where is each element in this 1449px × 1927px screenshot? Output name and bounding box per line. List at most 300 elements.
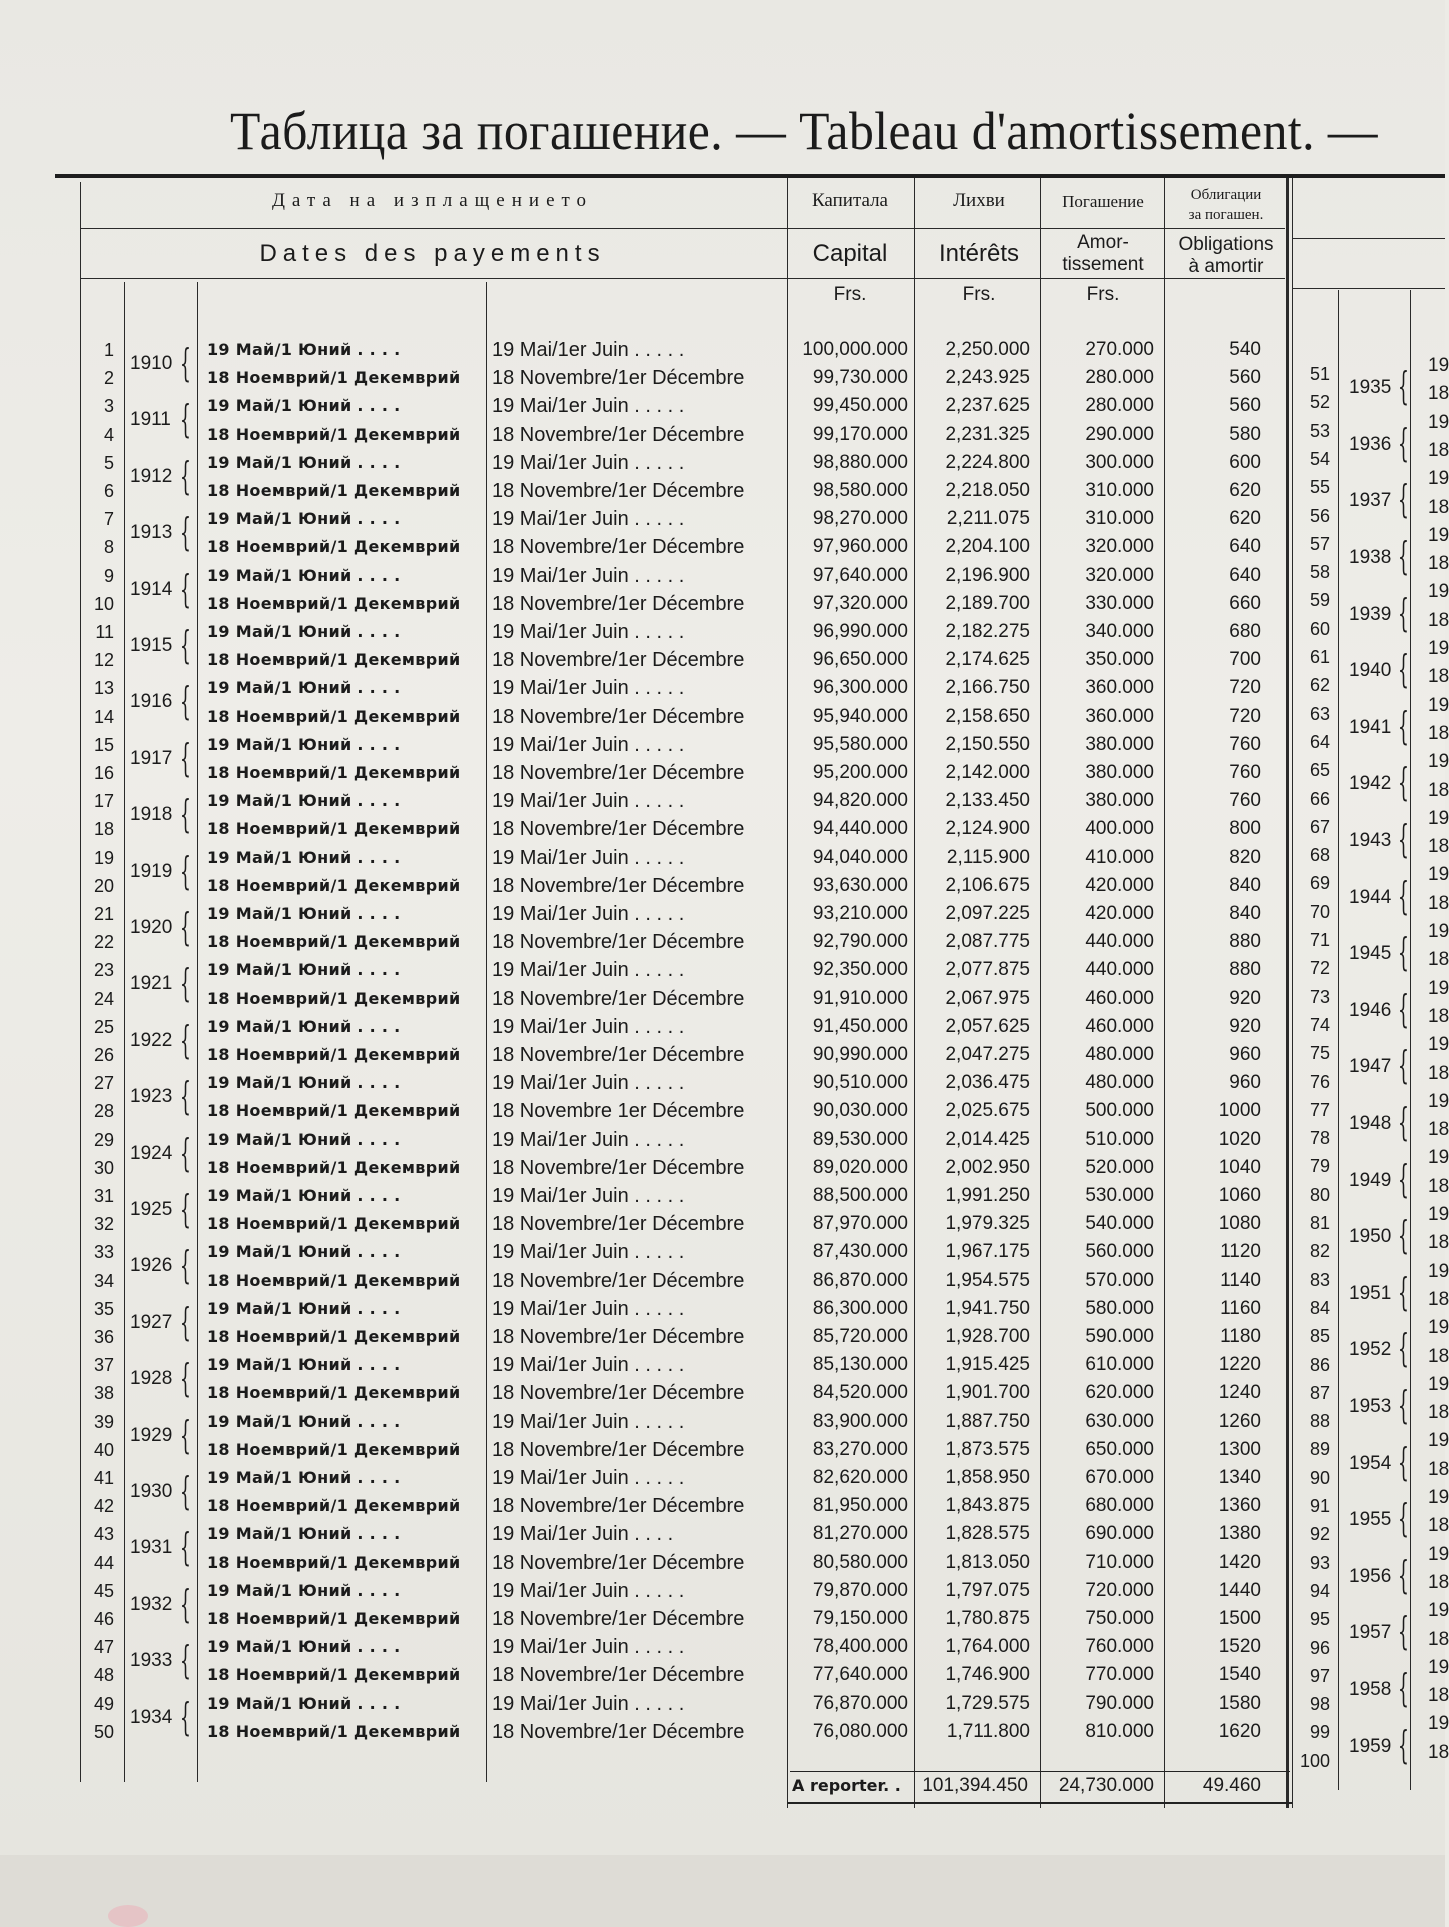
row-number: 8 [103,537,114,558]
year-brace: { [180,1187,191,1231]
date-fr: 19 Mai/1er Juin . . . . . [492,903,685,925]
row-number: 17 [93,791,114,812]
date-fr: 19 Mai/1er Juin . . . . . [492,733,685,756]
amort-value: 380.000 [1085,762,1154,783]
continuation-row-number: 89 [1309,1439,1330,1460]
date-bg: 18 Ноемврий/1 Декемврий [207,875,461,895]
row-number: 7 [103,509,114,530]
continuation-year-label: 1940 [1349,660,1392,682]
continuation-date-stub: 18 [1428,383,1449,405]
continuation-row-number: 90 [1309,1467,1330,1488]
interest-value: 2,204.100 [945,536,1030,558]
totals-bottom-rule [787,1802,1292,1804]
right-header-divider [1292,238,1445,239]
amort-value: 300.000 [1085,451,1154,473]
date-fr: 18 Novembre 1er Décembre [492,1100,745,1123]
continuation-date-stub: 19 [1428,1430,1449,1452]
continuation-row-number: 59 [1309,590,1330,611]
continuation-year-label: 1937 [1349,490,1392,512]
year-label: 1934 [130,1706,173,1728]
date-bg: 18 Ноемврий/1 Декемврий [207,1383,461,1403]
interest-value: 2,211.075 [946,508,1030,530]
year-label: 1910 [130,353,173,374]
capital-value: 84,520.000 [812,1382,908,1404]
right-col-line-year [1410,290,1411,1790]
interest-value: 1,967.175 [945,1241,1030,1263]
amort-value: 460.000 [1085,987,1154,1009]
year-label: 1926 [130,1255,173,1277]
continuation-year-brace: { [1398,1665,1409,1710]
continuation-date-stub: 18 [1428,1402,1449,1424]
continuation-date-stub: 18 [1428,1175,1449,1197]
interest-value: 2,036.475 [945,1072,1030,1094]
header-interest-fr: Intérêts [938,240,1020,267]
date-fr: 18 Novembre/1er Décembre [492,1608,745,1630]
continuation-row-number: 85 [1309,1326,1330,1347]
capital-value: 85,720.000 [812,1326,908,1347]
continuation-year-label: 1957 [1349,1622,1392,1644]
capital-value: 79,870.000 [812,1579,908,1601]
continuation-year-brace: { [1398,1326,1409,1371]
oblig-value: 1060 [1218,1185,1261,1206]
row-number: 9 [103,565,114,586]
date-bg: 19 Май/1 Юний . . . . [207,960,401,980]
continuation-date-stub: 18 [1428,722,1449,744]
year-brace: { [180,1581,191,1626]
date-bg: 19 Май/1 Юний . . . . [207,1016,401,1036]
continuation-row-number: 81 [1309,1213,1330,1233]
header-dates-bg: Дата на изплащението [271,190,594,211]
continuation-year-label: 1943 [1349,829,1392,851]
row-number: 16 [93,763,114,783]
capital-value: 90,030.000 [812,1100,908,1122]
continuation-date-stub: 19 [1428,1373,1449,1395]
capital-value: 97,960.000 [812,536,908,558]
oblig-value: 1180 [1220,1326,1261,1347]
date-fr: 18 Novembre/1er Décembre [492,367,745,390]
continuation-date-stub: 19 [1428,638,1449,659]
header-divider [80,228,1285,229]
row-number: 44 [93,1552,114,1573]
continuation-row-number: 64 [1309,731,1330,752]
oblig-value: 1120 [1220,1241,1261,1263]
year-brace: { [180,1356,191,1401]
row-number: 31 [93,1186,114,1206]
continuation-date-stub: 19 [1428,355,1449,376]
continuation-year-brace: { [1398,1722,1409,1767]
date-bg: 19 Май/1 Юний . . . . [207,1355,401,1375]
interest-value: 2,025.675 [945,1100,1030,1122]
amort-value: 280.000 [1085,367,1154,389]
continuation-row-number: 83 [1309,1269,1330,1290]
continuation-year-brace: { [1398,1609,1409,1654]
continuation-date-stub: 18 [1428,1458,1449,1480]
interest-value: 2,166.750 [945,677,1030,699]
row-number: 29 [93,1129,114,1150]
date-fr: 19 Mai/1er Juin . . . . . [492,790,685,813]
oblig-value: 620 [1229,508,1261,530]
date-bg: 18 Ноемврий/1 Декемврий [207,1045,461,1064]
continuation-date-stub: 19 [1428,1713,1449,1735]
interest-value: 2,077.875 [945,959,1030,981]
continuation-row-number: 82 [1309,1241,1330,1262]
row-number: 35 [93,1298,114,1319]
continuation-date-stub: 19 [1428,1487,1449,1508]
col-line-year [197,282,198,1782]
amort-value: 310.000 [1085,508,1154,530]
right-col-line-num [1338,290,1339,1790]
continuation-date-stub: 19 [1428,1090,1449,1112]
date-fr: 19 Mai/1er Juin . . . . . [492,451,685,474]
capital-value: 82,620.000 [812,1467,908,1488]
date-fr: 19 Mai/1er Juin . . . . [492,1523,674,1546]
header-interest-bg: Лихви [953,190,1005,211]
capital-value: 87,430.000 [812,1241,908,1263]
interest-value: 2,133.450 [945,790,1030,812]
amort-value: 690.000 [1085,1523,1154,1545]
date-fr: 18 Novembre/1er Décembre [492,1269,745,1292]
row-number: 12 [93,650,114,671]
continuation-date-stub: 18 [1428,1005,1449,1027]
date-bg: 19 Май/1 Юний . . . . [207,678,401,698]
capital-value: 81,270.000 [812,1523,908,1545]
capital-value: 93,630.000 [812,874,908,896]
interest-value: 1,979.325 [945,1213,1030,1235]
continuation-year-label: 1945 [1349,943,1392,965]
continuation-date-stub: 19 [1428,468,1449,490]
col-line-num [124,282,125,1782]
capital-value: 97,320.000 [812,592,908,614]
date-bg: 18 Ноемврий/1 Декемврий [207,988,461,1008]
date-fr: 18 Novembre/1er Décembre [492,1438,745,1461]
capital-value: 80,580.000 [812,1551,908,1573]
row-number: 19 [93,847,114,868]
continuation-year-label: 1949 [1349,1169,1392,1191]
continuation-row-number: 75 [1309,1043,1330,1064]
year-label: 1919 [130,860,173,882]
col-line-capital [914,178,915,1808]
continuation-date-stub: 19 [1428,1147,1449,1169]
capital-value: 96,650.000 [812,649,908,671]
capital-value: 98,270.000 [812,508,908,530]
continuation-row-number: 66 [1309,788,1330,809]
continuation-date-stub: 18 [1428,779,1449,801]
amort-value: 520.000 [1085,1156,1154,1178]
continuation-date-stub: 19 [1428,1260,1449,1282]
capital-value: 95,940.000 [812,705,908,727]
year-label: 1911 [130,409,171,431]
date-bg: 19 Май/1 Юний . . . . [207,1637,401,1657]
row-number: 25 [93,1016,114,1037]
continuation-row-number: 53 [1309,420,1330,441]
oblig-value: 1000 [1218,1100,1261,1122]
amort-value: 340.000 [1085,621,1154,642]
continuation-year-brace: { [1398,930,1409,975]
continuation-year-brace: { [1398,647,1409,692]
capital-value: 92,790.000 [812,931,908,953]
year-brace: { [180,1130,191,1175]
date-bg: 19 Май/1 Юний . . . . [207,1298,401,1318]
year-brace: { [180,792,191,837]
unit-capital: Frs. [833,284,867,305]
year-brace: { [180,735,191,780]
date-fr: 18 Novembre/1er Décembre [492,705,745,728]
oblig-value: 720 [1229,677,1261,699]
continuation-year-brace: { [1398,1156,1409,1201]
date-fr: 18 Novembre/1er Décembre [492,649,745,672]
date-fr: 19 Mai/1er Juin . . . . . [492,1636,685,1659]
row-number: 33 [93,1242,114,1263]
continuation-row-number: 56 [1309,505,1330,526]
amort-value: 580.000 [1085,1297,1154,1319]
row-number: 27 [93,1073,114,1094]
amort-value: 630.000 [1085,1410,1154,1432]
capital-value: 81,950.000 [812,1495,908,1517]
row-number: 11 [95,622,114,642]
date-fr: 18 Novembre/1er Décembre [492,480,745,502]
oblig-value: 700 [1229,649,1261,671]
oblig-value: 540 [1229,339,1261,360]
date-fr: 18 Novembre/1er Décembre [492,592,745,615]
continuation-year-brace: { [1398,1439,1409,1484]
row-number: 41 [93,1468,114,1488]
oblig-value: 560 [1229,395,1261,417]
capital-value: 76,870.000 [812,1692,908,1714]
interest-value: 2,002.950 [945,1156,1030,1178]
continuation-row-number: 54 [1309,448,1330,469]
continuation-date-stub: 19 [1428,524,1449,546]
oblig-value: 1440 [1218,1579,1261,1601]
amort-value: 330.000 [1085,592,1154,614]
totals-label: A reporter. . [792,1776,901,1795]
date-fr: 19 Mai/1er Juin . . . . . [492,1072,685,1095]
interest-value: 2,189.700 [945,592,1030,614]
year-label: 1917 [130,747,173,769]
year-brace: { [180,341,191,385]
date-bg: 19 Май/1 Юний . . . . [207,340,401,359]
date-bg: 19 Май/1 Юний . . . . [207,622,401,641]
date-fr: 19 Mai/1er Juin . . . . . [492,846,685,869]
header-bottom-rule [80,278,1285,279]
year-brace: { [180,1074,191,1119]
oblig-value: 580 [1229,423,1261,445]
continuation-date-stub: 18 [1428,553,1449,575]
continuation-date-stub: 19 [1428,1656,1449,1678]
continuation-row-number: 98 [1309,1694,1330,1715]
continuation-year-label: 1938 [1349,546,1392,568]
oblig-value: 680 [1229,621,1261,642]
oblig-value: 1220 [1218,1354,1261,1376]
continuation-year-label: 1936 [1349,433,1392,455]
year-brace: { [180,1017,191,1062]
amort-value: 620.000 [1085,1382,1154,1404]
continuation-date-stub: 19 [1428,751,1449,773]
continuation-year-brace: { [1398,533,1409,578]
year-label: 1924 [130,1142,173,1164]
row-number: 3 [103,396,114,417]
continuation-date-stub: 18 [1428,1345,1449,1367]
interest-value: 1,729.575 [945,1692,1030,1714]
amort-value: 350.000 [1085,649,1154,671]
date-bg: 18 Ноемврий/1 Декемврий [207,1496,461,1516]
continuation-date-stub: 18 [1428,1741,1449,1763]
capital-value: 99,730.000 [812,367,908,389]
oblig-value: 760 [1229,762,1261,783]
continuation-year-label: 1935 [1349,377,1392,399]
row-number: 22 [93,932,114,953]
continuation-year-brace: { [1398,986,1409,1031]
interest-value: 1,887.750 [945,1410,1030,1432]
continuation-row-number: 80 [1309,1184,1330,1205]
year-brace: { [180,848,191,893]
continuation-date-stub: 18 [1428,1515,1449,1537]
date-fr: 19 Mai/1er Juin . . . . . [492,1579,685,1602]
oblig-value: 880 [1229,931,1261,953]
year-label: 1921 [130,973,173,995]
date-fr: 18 Novembre/1er Décembre [492,1044,745,1066]
continuation-year-label: 1958 [1349,1678,1392,1700]
continuation-year-brace: { [1398,873,1409,918]
totals-amort: 24,730.000 [1058,1775,1154,1796]
capital-value: 83,270.000 [812,1438,908,1460]
amort-value: 440.000 [1085,931,1154,953]
amort-value: 790.000 [1085,1692,1154,1714]
col-line-oblig [1286,178,1289,1808]
year-brace: { [180,1638,191,1683]
amort-value: 420.000 [1085,903,1154,924]
capital-value: 93,210.000 [812,903,908,924]
continuation-date-stub: 19 [1428,807,1449,829]
row-number: 30 [93,1157,114,1178]
oblig-value: 840 [1229,874,1261,896]
capital-value: 94,440.000 [812,818,908,840]
date-fr: 19 Mai/1er Juin . . . . . [492,564,685,587]
interest-value: 2,115.900 [946,846,1030,868]
continuation-year-brace: { [1398,364,1409,409]
col-line-interest [1040,178,1041,1808]
oblig-value: 760 [1229,733,1261,755]
date-bg: 19 Май/1 Юний . . . . [207,734,401,754]
continuation-year-brace: { [1398,1213,1409,1258]
header-capital-bg: Капитала [812,190,888,211]
continuation-year-brace: { [1398,590,1409,635]
capital-value: 87,970.000 [812,1213,908,1235]
continuation-date-stub: 19 [1428,581,1449,603]
top-rule [55,174,1445,178]
continuation-date-stub: 19 [1428,977,1449,999]
oblig-value: 1540 [1218,1664,1261,1686]
year-label: 1931 [130,1537,173,1559]
continuation-row-number: 100 [1299,1750,1330,1771]
row-number: 42 [93,1496,114,1517]
interest-value: 1,780.875 [945,1608,1030,1629]
continuation-year-brace: { [1398,1496,1409,1541]
row-number: 4 [103,424,114,445]
year-brace: { [180,905,191,949]
continuation-date-stub: 19 [1428,1317,1449,1339]
continuation-date-stub: 18 [1428,949,1449,971]
amort-value: 680.000 [1085,1495,1154,1517]
capital-value: 76,080.000 [812,1720,908,1742]
continuation-year-brace: { [1398,703,1409,748]
continuation-row-number: 61 [1309,647,1330,667]
row-number: 13 [93,678,114,699]
capital-value: 89,530.000 [812,1128,908,1150]
continuation-year-brace: { [1398,1099,1409,1144]
continuation-row-number: 69 [1309,873,1330,894]
row-number: 38 [93,1383,114,1404]
date-bg: 18 Ноемврий/1 Декемврий [207,1552,461,1572]
amort-value: 590.000 [1085,1326,1154,1347]
date-fr: 18 Novembre/1er Décembre [492,1495,745,1518]
oblig-value: 920 [1229,987,1261,1009]
row-number: 48 [93,1665,114,1686]
continuation-row-number: 74 [1309,1014,1330,1035]
unit-amort: Frs. [1086,284,1120,305]
continuation-row-number: 52 [1309,392,1330,413]
continuation-row-number: 86 [1309,1354,1330,1375]
oblig-value: 660 [1229,592,1261,614]
interest-value: 1,873.575 [945,1438,1030,1460]
date-fr: 18 Novembre/1er Décembre [492,818,745,841]
continuation-year-label: 1947 [1349,1056,1392,1078]
capital-value: 89,020.000 [812,1156,908,1178]
amort-value: 500.000 [1085,1100,1154,1122]
date-bg: 19 Май/1 Юний . . . . [207,1129,401,1149]
date-bg: 19 Май/1 Юний . . . . [207,396,401,416]
continuation-row-number: 70 [1309,901,1330,922]
oblig-value: 1020 [1218,1128,1261,1150]
continuation-year-label: 1954 [1349,1452,1392,1474]
continuation-year-brace: { [1398,760,1409,805]
date-fr: 19 Mai/1er Juin . . . . . [492,1410,685,1433]
amort-value: 460.000 [1085,1015,1154,1037]
amort-value: 320.000 [1085,564,1154,586]
interest-value: 1,746.900 [945,1664,1030,1686]
continuation-date-stub: 18 [1428,1288,1449,1310]
continuation-row-number: 92 [1309,1524,1330,1545]
year-brace: { [180,1469,191,1513]
year-label: 1916 [130,691,173,713]
year-brace: { [180,1299,191,1344]
oblig-value: 640 [1229,536,1261,558]
capital-value: 83,900.000 [812,1410,908,1432]
amort-value: 760.000 [1085,1636,1154,1658]
capital-value: 79,150.000 [812,1608,908,1629]
year-brace: { [180,961,191,1006]
continuation-row-number: 63 [1309,703,1330,724]
oblig-value: 1360 [1218,1495,1261,1517]
date-fr: 18 Novembre/1er Décembre [492,987,745,1010]
continuation-row-number: 95 [1309,1609,1330,1630]
continuation-date-stub: 19 [1428,1600,1449,1622]
interest-value: 1,954.575 [945,1269,1030,1291]
date-fr: 19 Mai/1er Juin . . . . . [492,1692,685,1715]
row-number: 34 [93,1270,114,1291]
date-fr: 18 Novembre/1er Décembre [492,1213,745,1236]
date-bg: 18 Ноемврий/1 Декемврий [207,650,461,670]
date-fr: 19 Mai/1er Juin . . . . . [492,1185,685,1207]
date-fr: 19 Mai/1er Juin . . . . . [492,395,685,418]
capital-value: 91,910.000 [812,987,908,1009]
oblig-value: 800 [1229,818,1261,840]
year-brace: { [180,679,191,724]
year-label: 1928 [130,1368,173,1390]
row-number: 2 [103,368,114,389]
date-bg: 19 Май/1 Юний . . . . [207,1693,401,1713]
date-bg: 18 Ноемврий/1 Декемврий [207,1270,461,1290]
interest-value: 2,224.800 [945,451,1030,473]
